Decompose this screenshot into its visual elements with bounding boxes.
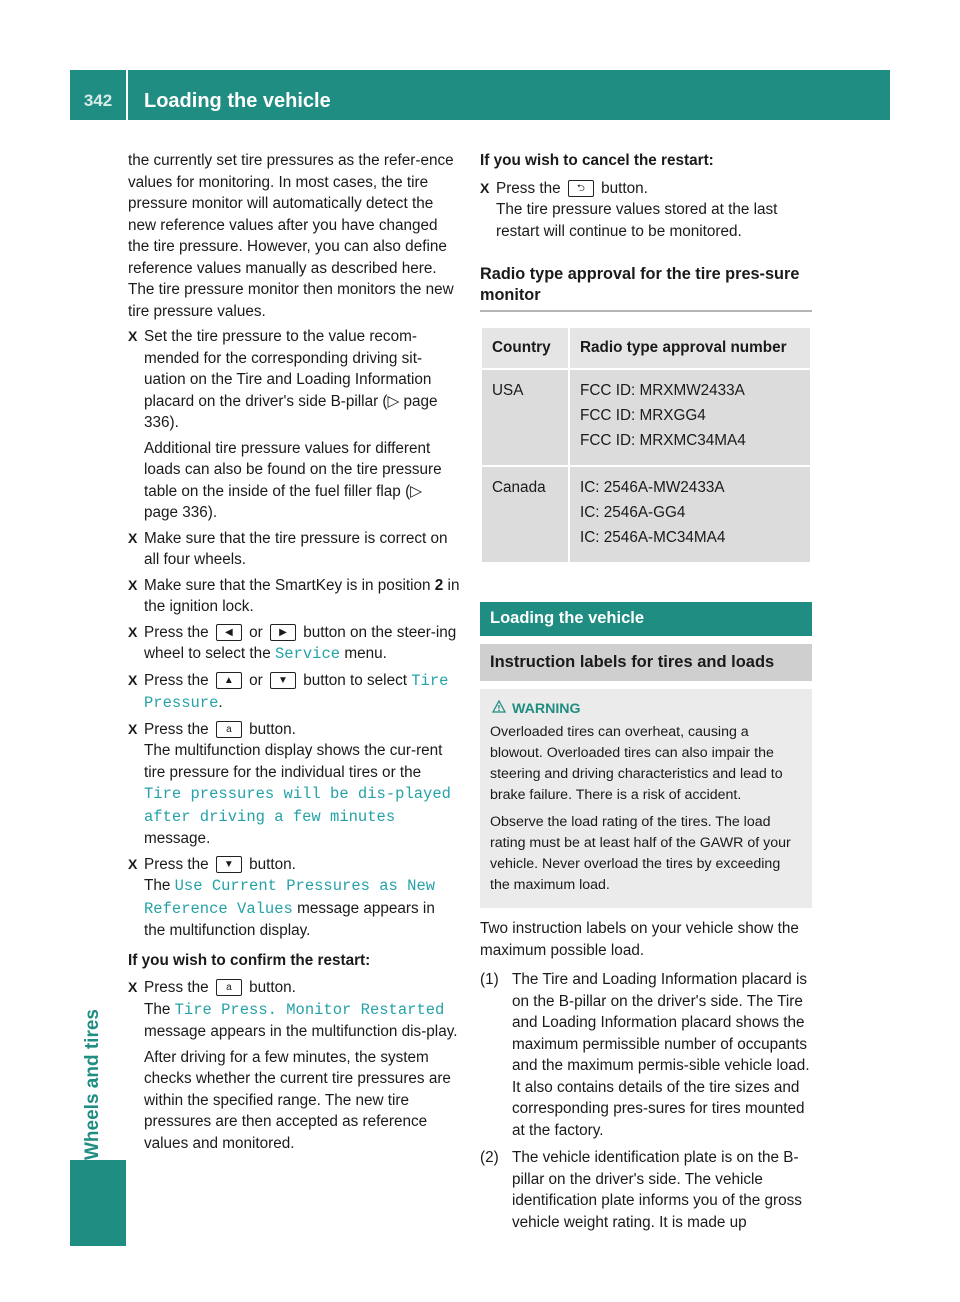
step-check-wheels: [128, 528, 460, 571]
step-text: button to select: [298, 671, 412, 689]
step-text: Press the: [144, 855, 213, 873]
step-text: Press the: [144, 979, 213, 996]
key-position: 2: [434, 576, 444, 594]
ok-key-icon: a: [216, 721, 242, 738]
table-header-country: Country: [482, 328, 568, 368]
menu-name: Tire Pressure: [144, 671, 449, 712]
approval-number: FCC ID: MRXGG4: [580, 407, 706, 424]
page-header: [70, 70, 890, 120]
table-cell-country: Canada: [482, 467, 568, 562]
table-row: [482, 467, 810, 562]
up-arrow-key-icon: ▲: [216, 672, 242, 689]
warning-triangle-icon: [492, 699, 506, 720]
step-text: Press the: [496, 179, 565, 197]
step-smartkey: [128, 575, 460, 618]
display-message: Tire pressures will be dis-played after driving a few minutes: [144, 785, 451, 826]
approval-number: FCC ID: MRXMC34MA4: [580, 432, 746, 449]
step-text: message appears in the multifunction display.: [144, 899, 435, 939]
step-select-service: [128, 622, 460, 666]
step-note: The tire pressure values stored at the last restart will continue to be monitored.: [496, 201, 778, 240]
step-press-ok: [128, 719, 460, 850]
step-text: message appears in the multifunction dis-play.: [144, 1023, 458, 1040]
right-column: [480, 150, 812, 1239]
labels-intro: Two instruction labels on your vehicle show the maximum possible load.: [480, 920, 799, 959]
menu-name: Service: [274, 645, 341, 663]
step-text: button.: [244, 979, 296, 996]
chapter-tab-label: Wheels and tires: [82, 1009, 103, 1160]
display-message: Use Current Pressures as New Reference Values: [144, 877, 436, 918]
step-text: menu.: [340, 645, 387, 662]
step-text: Set the tire pressure to the value recom-mended for the corresponding driving sit-uation on the Tire and Loading Information placard on the driver's side B-pillar (▷ page 336).: [144, 328, 438, 431]
warning-text: Overloaded tires can overheat, causing a blowout. Overloaded tires can also impair the steering and driving characteristics and lead to brake failure. There is a risk of accident.: [490, 724, 783, 803]
step-note: Additional tire pressure values for different loads can also be found on the tire pressure table on the inside of the fuel filler flap (▷ page 336).: [144, 439, 442, 521]
step-select-tire-pressure: [128, 670, 460, 715]
step-text: Make sure that the SmartKey is in position: [144, 576, 435, 594]
ok-key-icon: a: [216, 979, 242, 996]
step-text: Make sure that the tire pressure is correct on all four wheels.: [144, 529, 448, 568]
approval-number: IC: 2546A-GG4: [580, 504, 686, 521]
subsection-title-bar: Instruction labels for tires and loads: [480, 644, 812, 682]
right-arrow-key-icon: ▶: [270, 624, 296, 641]
back-button-icon: ⮌: [568, 180, 594, 197]
step-text: button.: [244, 720, 296, 738]
left-arrow-key-icon: ◀: [216, 624, 242, 641]
table-header-number: Radio type approval number: [570, 328, 810, 368]
warning-box: [480, 689, 812, 908]
step-text: or: [244, 671, 267, 689]
table-header-row: [482, 328, 810, 368]
page-number: 342: [70, 70, 128, 120]
step-text: The: [144, 1000, 175, 1018]
step-confirm: [128, 977, 460, 1154]
radio-approval-table: [480, 326, 812, 564]
step-text: button on the steer-ing wheel to select the: [144, 623, 457, 662]
radio-approval-heading: Radio type approval for the tire pres-sure monitor: [480, 264, 812, 312]
down-arrow-key-icon: ▼: [216, 856, 242, 873]
warning-text: Observe the load rating of the tires. The load rating must be at least half of the GAWR of your vehicle. Never overload the tires by exceeding the maximum load.: [490, 814, 791, 893]
display-message: Tire Press. Monitor Restarted: [174, 1000, 445, 1019]
table-cell-numbers: [570, 370, 810, 465]
step-text: button.: [596, 179, 648, 197]
list-item-number: (1): [480, 971, 499, 988]
section-title-bar: Loading the vehicle: [480, 602, 812, 636]
step-set-pressure: [128, 326, 460, 524]
page-title: Loading the vehicle: [144, 89, 331, 112]
step-text: The multifunction display shows the cur-rent tire pressure for the individual tires or the: [144, 742, 443, 781]
step-text: button.: [244, 855, 296, 873]
table-row: [482, 370, 810, 465]
intro-paragraph: the currently set tire pressures as the refer-ence values for monitoring. In most cases, the tire pressure monitor will automatically detect the new reference values after you have changed the tire pressure. However, you can also define reference values manually as described here. The tire pressure monitor then monitors the new tire pressure values.: [128, 152, 454, 320]
confirm-restart-heading: If you wish to confirm the restart:: [128, 951, 371, 969]
table-cell-country: USA: [482, 370, 568, 465]
table-cell-numbers: [570, 467, 810, 562]
step-text: in the ignition lock.: [144, 576, 460, 615]
warning-label: WARNING: [512, 701, 581, 717]
step-text: Press the: [144, 671, 213, 689]
cancel-restart-heading: If you wish to cancel the restart:: [480, 152, 714, 169]
warning-title: [490, 699, 802, 720]
step-text: or: [244, 623, 267, 641]
left-column: [128, 150, 460, 1158]
labels-list: [480, 969, 812, 1233]
step-text: The: [144, 877, 175, 894]
approval-number: FCC ID: MRXMW2433A: [580, 382, 745, 399]
approval-number: IC: 2546A-MW2433A: [580, 479, 725, 496]
list-item: [480, 1147, 812, 1233]
step-text: message.: [144, 830, 211, 847]
step-text: Press the: [144, 720, 213, 738]
approval-number: IC: 2546A-MC34MA4: [580, 529, 726, 546]
step-cancel: [480, 178, 812, 243]
step-text: Press the: [144, 623, 213, 641]
down-arrow-key-icon: ▼: [270, 672, 296, 689]
step-text: .: [218, 694, 223, 711]
chapter-tab-marker: [70, 1160, 126, 1246]
list-item: [480, 969, 812, 1141]
step-press-down: [128, 854, 460, 942]
list-item-text: The Tire and Loading Information placard is on the B-pillar on the driver's side. The Tire and Loading Information placard shows the maximum permissible number of occupants and the maximum permis-sible vehicle load. It also contains details of the tire sizes and corresponding pres-sures for tires mounted at the factory.: [512, 971, 810, 1139]
step-note: After driving for a few minutes, the system checks whether the current tire pressures are within the specified range. The new tire pressures are then accepted as reference values and monitored.: [144, 1048, 451, 1152]
list-item-text: The vehicle identification plate is on the B-pillar on the driver's side. The vehicle identification plate informs you of the gross vehicle weight rating. It is made up: [512, 1149, 802, 1231]
list-item-number: (2): [480, 1149, 499, 1166]
